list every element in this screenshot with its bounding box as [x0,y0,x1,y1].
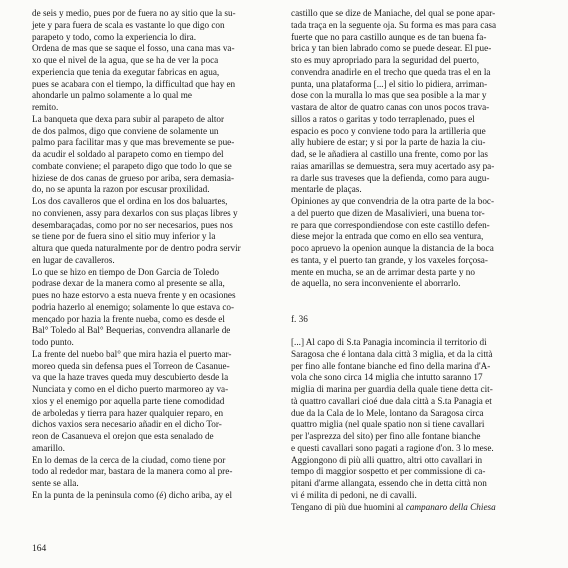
text-line: mente en mucha, se an de arrimar desta parte y no [291,266,475,277]
text-line: dose con la muralla lo mas que sea posible a la mar y [291,90,487,101]
text-line: podria hazerlo al enemigo; solamente lo que estava co- [32,301,235,312]
text-line: En lo demas de la cerca de la ciudad, como tiene por [32,454,226,465]
text-line: amarillo. [32,442,65,453]
last-line-text: Tengano di più due huomini al [291,501,406,512]
text-line: La banqueta que dexa para subir al parapeto de altor [32,113,225,124]
text-line: tada traça en la seguente oja. Su forma es mas para casa [291,19,497,30]
text-line: remito. [32,102,59,112]
text-line: todo al rededor mar, bastara de la manera como al pre- [32,466,233,477]
folio-label: f. 36 [291,313,308,324]
last-line [291,502,537,514]
text-line: punta, una plataforma [...] el sitio lo pidiera, arriman- [291,78,488,89]
text-line: hiziese de dos canas de grueso por ariba, sera demasia- [32,172,235,183]
text-line: xo que el nivel de la agua, que se ha de ver la poca [32,55,219,65]
text-line: palmo para facilitar mas y que mas brevemente se pue- [32,137,235,148]
text-line: sillos a ratos o garitas y todo terraplenado, pues el [291,113,475,124]
text-line: en lugar de cavalleros. [32,254,115,265]
last-line-italic: campanaro della Chiesa [405,501,496,512]
text-line: La frente del nuebo bal° que mira hazia el puerto mar- [32,348,232,359]
text-line: brica y tan bien labrado como se puede desear. El pue- [291,43,492,54]
text-line: castillo que se dize de Maniache, del qual se pone apar- [291,8,496,18]
text-line: re para que correspondiendose con este castillo defen- [291,219,490,230]
text-line: de dos palmos, digo que conviene de solamente un [32,125,219,136]
right-column-italian-text [291,337,537,502]
text-line: poco apruevo la openion aunque la distancia de la boca [291,243,494,253]
text-line: es tanta, y el puerto tan grande, y los vaxeles forçosa- [291,254,488,265]
text-line: Los dos cavalleros que el ordina en los dos baluartes, [32,196,228,206]
text-line: e questi cavallari sono pagati a ragione d'on. 3 lo mese. [291,442,494,453]
text-line: espacio es poco y conviene todo para la artilleria que [291,125,486,136]
text-line: miglia di marina per guardia della quale tiene detta cit- [291,384,493,394]
text-line: altura que queda naturalmente por de dentro podra servir [32,243,241,253]
text-line: combate conviene; el parapeto digo que todo lo que se [32,160,232,171]
text-line: diese mejor la entrada que como en ello sea ventura, [291,231,484,242]
text-line: de arboledas y tierra para hazer qualquier reparo, en [32,407,224,418]
text-line: desembaraçadas, como por no ser necesarios, pues nos [32,219,233,230]
text-line: ally hubiere de estar; y si por la parte de hazia la ciu- [291,137,486,148]
text-line: Aggiongono di più alli quattro, altri otto cavallari in [291,454,483,465]
page-number: 164 [32,544,47,554]
text-line: ahondarle un palmo solamente a lo qual me [32,90,192,101]
text-line: podrase dexar de la manera como al presente se alla, [32,278,225,289]
text-line: Nunciata y como en el dicho puerto marmoreo ay va- [32,384,229,394]
text-line: sto es muy apropriado para la seguridad del puerto, [291,55,480,65]
text-line: Lo que se hizo en tiempo de Don Garcia de Toledo [32,266,219,277]
text-line: vola che sono circa 14 miglia che intutto saranno 17 [291,372,483,383]
text-line: reon de Casanueva el orejon que esta senalado de [32,431,214,441]
text-line: tà quattro cavallari cioé due dala città a S.ta Panagia et [291,395,492,406]
text-line: no convienen, assy para dexarlos con sus plaças libres y [32,207,238,218]
text-line: per l'asprezza del sito) per fino alle fontane bianche [291,431,481,441]
text-line: xios y el enemigo por aquella parte tiene comodidad [32,395,225,406]
text-line: todo punto. [32,337,74,347]
text-line: parapeto y todo, como la experiencia lo dira. [32,31,197,42]
text-line: quattro miglia (nel quale spatio non si tiene cavallari [291,419,485,430]
text-line: Opiniones ay que convendria de la otra parte de la boc- [291,196,495,206]
text-line: vi é milita di pedoni, ne di cavalli. [291,489,417,500]
text-line: fuerte que no para castillo aunque es de tan buena fa- [291,31,487,42]
text-line: En la punta de la peninsula como (é) dicho ariba, ay el [32,489,233,500]
text-line: vastara de altor de quatro canas con unos pocos trava- [291,102,490,112]
text-line: Bal° Toledo al Bal° Bequerias, convendra allanarle de [32,325,231,336]
text-line: ra darle sus traveses que la defienda, como para augu- [291,172,490,183]
text-line: convendra anadirle en el trecho que queda tras el en la [291,66,491,77]
right-column-spanish-text [291,8,537,290]
text-line: menςado por hazia la frente nueba, como es desde el [32,313,225,324]
text-line: da acudir el soldado al parapeto como en tiempo del [32,149,224,159]
text-line: jete y para fuera de scala es vastante lo que digo con [32,19,225,30]
text-line: dichos vaxios sera necesario añadir en el dicho Tor- [32,419,222,430]
text-line: per fino alle fontane bianche ed fino della marina d'A- [291,360,491,371]
text-line: Ordena de mas que se saque el fosso, una cana mas va- [32,43,235,54]
text-line: experiencia que tenia da exegutar fabricas en agua, [32,66,220,77]
left-column [32,8,275,502]
text-line: pitani d'arme allangata, essendo che in detta città non [291,478,487,488]
text-line: dad, se le añadiera al castillo una frente, como por las [291,149,488,159]
text-line: tempo di maggior sospetto et per commissione di ca- [291,466,486,477]
text-line: pues se acabara con el tiempo, la difficultad que hay en [32,78,236,89]
text-line: a del puerto que dizen de Masalivieri, una buena tor- [291,207,485,218]
text-line: due da la Cala de lo Mele, lontano da Saragosa circa [291,407,484,418]
text-line: se tiene por de fuera sino el sitio muy inferior y la [32,231,216,242]
text-line: do, no se apunta la razon por escusar proxilidad. [32,184,210,195]
text-line: raias amarillas se demuestra, sera muy acertado asy pa- [291,160,495,171]
text-line: mentarle de plaças. [291,184,362,195]
right-column [291,8,537,513]
text-line: moreo queda sin defensa pues el Torreon de Casanue- [32,360,230,371]
text-line: de aquella, no sera inconveniente el aborrarlo. [291,278,461,289]
text-line: de seis y medio, pues por de fuera no ay sitio que la su- [32,8,236,18]
text-line: [...] Al capo di S.ta Panagia incomincia il territorio di [291,337,487,347]
text-line: pues no haze estorvo a esta nueva frente y en ocasiones [32,290,236,300]
text-line: va que la haze traves queda muy descubierto desde la [32,372,229,383]
text-line: sente se alla. [32,478,79,488]
text-line: Saragosa che é lontana dala città 3 miglia, et da la città [291,348,493,359]
